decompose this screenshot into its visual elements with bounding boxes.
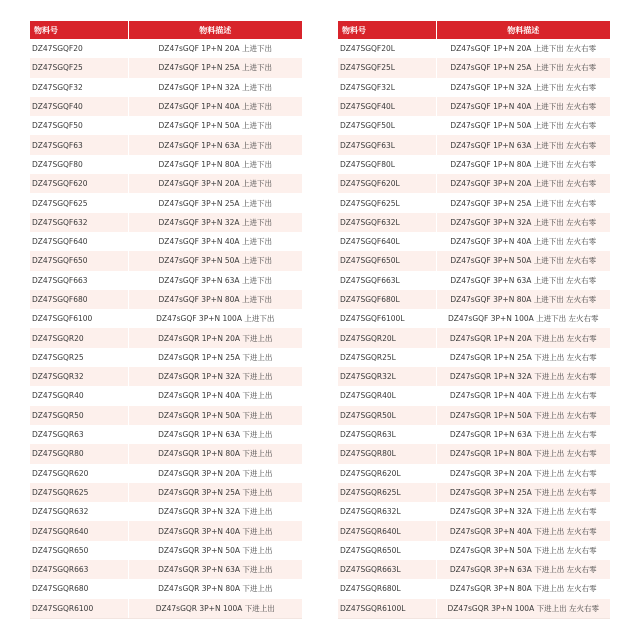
table-row (30, 386, 302, 405)
table-row (338, 174, 610, 193)
material-code-cell: DZ47SGQR32 (30, 367, 128, 386)
table-row (338, 271, 610, 290)
material-desc-cell: DZ47sGQF 3P+N 63A 上进下出 (128, 271, 302, 290)
material-desc-cell: DZ47sGQR 1P+N 20A 下进上出 左火右零 (436, 328, 610, 347)
table-row (338, 464, 610, 483)
table-row (30, 58, 302, 77)
material-code-cell: DZ47SGQF6100L (338, 309, 436, 328)
material-code-cell: DZ47SGQF632L (338, 213, 436, 232)
table-row (30, 213, 302, 232)
material-code-cell: DZ47SGQR650L (338, 541, 436, 560)
table-row (30, 464, 302, 483)
table-row (338, 367, 610, 386)
material-code-cell: DZ47SGQF50L (338, 116, 436, 135)
table-row (338, 502, 610, 521)
table-row (338, 521, 610, 540)
material-code-cell: DZ47SGQF63 (30, 135, 128, 154)
material-code-cell: DZ47SGQR6100 (30, 599, 128, 619)
material-desc-cell: DZ47sGQR 1P+N 80A 下进上出 (128, 444, 302, 463)
material-code-cell: DZ47SGQR6100L (338, 599, 436, 619)
table-row (338, 328, 610, 347)
material-desc-cell: DZ47sGQR 1P+N 40A 下进上出 左火右零 (436, 386, 610, 405)
material-code-cell: DZ47SGQF640 (30, 232, 128, 251)
table-row (30, 78, 302, 97)
material-desc-cell: DZ47sGQF 3P+N 100A 上进下出 左火右零 (436, 309, 610, 328)
table-right-header (338, 21, 610, 39)
table-right-body (338, 39, 610, 618)
table-row (30, 348, 302, 367)
material-code-cell: DZ47SGQR40L (338, 386, 436, 405)
table-row (338, 155, 610, 174)
material-desc-cell: DZ47sGQR 3P+N 32A 下进上出 左火右零 (436, 502, 610, 521)
material-code-cell: DZ47SGQF620 (30, 174, 128, 193)
material-desc-cell: DZ47sGQR 3P+N 63A 下进上出 (128, 560, 302, 579)
table-row (30, 425, 302, 444)
material-code-cell: DZ47SGQR32L (338, 367, 436, 386)
table-row (338, 560, 610, 579)
material-desc-cell: DZ47sGQF 1P+N 32A 上进下出 左火右零 (436, 78, 610, 97)
material-code-cell: DZ47SGQR663 (30, 560, 128, 579)
material-code-cell: DZ47SGQR80L (338, 444, 436, 463)
table-row (30, 444, 302, 463)
material-code-cell: DZ47SGQF650L (338, 251, 436, 270)
material-code-cell: DZ47SGQR20 (30, 328, 128, 347)
material-desc-cell: DZ47sGQR 1P+N 32A 下进上出 左火右零 (436, 367, 610, 386)
material-desc-cell: DZ47sGQR 1P+N 25A 下进上出 (128, 348, 302, 367)
table-row (338, 193, 610, 212)
material-code-cell: DZ47SGQR80 (30, 444, 128, 463)
material-code-cell: DZ47SGQF625 (30, 193, 128, 212)
table-row (30, 271, 302, 290)
table-row (30, 193, 302, 212)
material-desc-cell: DZ47sGQR 1P+N 25A 下进上出 左火右零 (436, 348, 610, 367)
material-code-cell: DZ47SGQR40 (30, 386, 128, 405)
material-code-cell: DZ47SGQR632L (338, 502, 436, 521)
material-code-cell: DZ47SGQR20L (338, 328, 436, 347)
table-row (30, 328, 302, 347)
material-code-cell: DZ47SGQR680 (30, 579, 128, 598)
header-desc: 物料描述 (128, 21, 302, 39)
table-row (30, 309, 302, 328)
material-desc-cell: DZ47sGQF 3P+N 32A 上进下出 左火右零 (436, 213, 610, 232)
material-desc-cell: DZ47sGQF 3P+N 40A 上进下出 左火右零 (436, 232, 610, 251)
material-code-cell: DZ47SGQR640L (338, 521, 436, 540)
material-desc-cell: DZ47sGQF 3P+N 20A 上进下出 左火右零 (436, 174, 610, 193)
table-left-body (30, 39, 302, 618)
table-row (30, 251, 302, 270)
material-code-cell: DZ47SGQR63L (338, 425, 436, 444)
material-desc-cell: DZ47sGQF 1P+N 80A 上进下出 左火右零 (436, 155, 610, 174)
material-desc-cell: DZ47sGQF 3P+N 50A 上进下出 (128, 251, 302, 270)
header-code: 物料号 (30, 21, 128, 39)
material-desc-cell: DZ47sGQR 3P+N 40A 下进上出 (128, 521, 302, 540)
table-right (338, 21, 610, 619)
material-desc-cell: DZ47sGQR 1P+N 80A 下进上出 左火右零 (436, 444, 610, 463)
table-row (338, 406, 610, 425)
material-code-cell: DZ47SGQR625 (30, 483, 128, 502)
material-desc-cell: DZ47sGQF 1P+N 32A 上进下出 (128, 78, 302, 97)
material-desc-cell: DZ47sGQR 3P+N 63A 下进上出 左火右零 (436, 560, 610, 579)
table-row (30, 39, 302, 58)
material-code-cell: DZ47SGQR25 (30, 348, 128, 367)
material-desc-cell: DZ47sGQF 1P+N 63A 上进下出 左火右零 (436, 135, 610, 154)
material-desc-cell: DZ47sGQR 1P+N 50A 下进上出 左火右零 (436, 406, 610, 425)
table-row (30, 406, 302, 425)
material-desc-cell: DZ47sGQR 3P+N 80A 下进上出 (128, 579, 302, 598)
material-desc-cell: DZ47sGQR 1P+N 40A 下进上出 (128, 386, 302, 405)
table-row (338, 444, 610, 463)
table-row (338, 213, 610, 232)
table-row (338, 58, 610, 77)
material-desc-cell: DZ47sGQF 3P+N 25A 上进下出 (128, 193, 302, 212)
material-desc-cell: DZ47sGQR 3P+N 100A 下进上出 (128, 599, 302, 619)
material-code-cell: DZ47SGQR663L (338, 560, 436, 579)
material-code-cell: DZ47SGQF640L (338, 232, 436, 251)
material-desc-cell: DZ47sGQF 1P+N 40A 上进下出 左火右零 (436, 97, 610, 116)
material-desc-cell: DZ47sGQR 3P+N 50A 下进上出 (128, 541, 302, 560)
material-desc-cell: DZ47sGQR 1P+N 63A 下进上出 (128, 425, 302, 444)
material-code-cell: DZ47SGQR650 (30, 541, 128, 560)
material-desc-cell: DZ47sGQF 3P+N 80A 上进下出 (128, 290, 302, 309)
table-row (338, 97, 610, 116)
material-code-cell: DZ47SGQF63L (338, 135, 436, 154)
material-code-cell: DZ47SGQF80 (30, 155, 128, 174)
table-row (30, 502, 302, 521)
table-row (338, 135, 610, 154)
table-row (338, 309, 610, 328)
material-desc-cell: DZ47sGQF 3P+N 40A 上进下出 (128, 232, 302, 251)
table-row (30, 483, 302, 502)
material-code-cell: DZ47SGQR620L (338, 464, 436, 483)
material-desc-cell: DZ47sGQR 3P+N 20A 下进上出 左火右零 (436, 464, 610, 483)
material-desc-cell: DZ47sGQR 3P+N 25A 下进上出 左火右零 (436, 483, 610, 502)
table-row (338, 290, 610, 309)
material-code-cell: DZ47SGQR632 (30, 502, 128, 521)
material-code-cell: DZ47SGQF680L (338, 290, 436, 309)
table-row (338, 232, 610, 251)
material-desc-cell: DZ47sGQF 1P+N 25A 上进下出 (128, 58, 302, 77)
material-code-cell: DZ47SGQR640 (30, 521, 128, 540)
table-row (338, 541, 610, 560)
table-row (338, 579, 610, 598)
material-desc-cell: DZ47sGQF 3P+N 80A 上进下出 左火右零 (436, 290, 610, 309)
table-left-header (30, 21, 302, 39)
table-row (338, 483, 610, 502)
table-row (30, 174, 302, 193)
material-desc-cell: DZ47sGQF 3P+N 63A 上进下出 左火右零 (436, 271, 610, 290)
table-row (30, 560, 302, 579)
material-desc-cell: DZ47sGQR 1P+N 63A 下进上出 左火右零 (436, 425, 610, 444)
table-row (30, 232, 302, 251)
material-code-cell: DZ47SGQF40L (338, 97, 436, 116)
header-desc: 物料描述 (436, 21, 610, 39)
material-desc-cell: DZ47sGQR 3P+N 100A 下进上出 左火右零 (436, 599, 610, 619)
table-row (338, 386, 610, 405)
table-row (338, 348, 610, 367)
material-code-cell: DZ47SGQR50 (30, 406, 128, 425)
material-desc-cell: DZ47sGQF 3P+N 25A 上进下出 左火右零 (436, 193, 610, 212)
material-code-cell: DZ47SGQF32L (338, 78, 436, 97)
material-desc-cell: DZ47sGQF 3P+N 20A 上进下出 (128, 174, 302, 193)
material-desc-cell: DZ47sGQR 1P+N 32A 下进上出 (128, 367, 302, 386)
material-desc-cell: DZ47sGQF 1P+N 40A 上进下出 (128, 97, 302, 116)
material-desc-cell: DZ47sGQF 3P+N 100A 上进下出 (128, 309, 302, 328)
material-code-cell: DZ47SGQR625L (338, 483, 436, 502)
material-code-cell: DZ47SGQF6100 (30, 309, 128, 328)
table-left (30, 21, 302, 619)
material-code-cell: DZ47SGQF632 (30, 213, 128, 232)
material-code-cell: DZ47SGQF50 (30, 116, 128, 135)
table-row (338, 78, 610, 97)
material-code-cell: DZ47SGQR620 (30, 464, 128, 483)
material-code-cell: DZ47SGQR50L (338, 406, 436, 425)
material-code-cell: DZ47SGQF25 (30, 58, 128, 77)
table-row (30, 290, 302, 309)
material-code-cell: DZ47SGQR25L (338, 348, 436, 367)
material-desc-cell: DZ47sGQF 3P+N 50A 上进下出 左火右零 (436, 251, 610, 270)
material-code-cell: DZ47SGQF20L (338, 39, 436, 58)
table-row (338, 425, 610, 444)
material-desc-cell: DZ47sGQR 3P+N 20A 下进上出 (128, 464, 302, 483)
material-code-cell: DZ47SGQR680L (338, 579, 436, 598)
material-desc-cell: DZ47sGQR 3P+N 80A 下进上出 左火右零 (436, 579, 610, 598)
table-row (30, 541, 302, 560)
material-code-cell: DZ47SGQF20 (30, 39, 128, 58)
table-row (30, 97, 302, 116)
table-row (338, 251, 610, 270)
material-code-cell: DZ47SGQR63 (30, 425, 128, 444)
material-desc-cell: DZ47sGQF 1P+N 50A 上进下出 左火右零 (436, 116, 610, 135)
material-code-cell: DZ47SGQF620L (338, 174, 436, 193)
material-desc-cell: DZ47sGQR 3P+N 50A 下进上出 左火右零 (436, 541, 610, 560)
material-code-cell: DZ47SGQF625L (338, 193, 436, 212)
table-row (30, 599, 302, 619)
material-desc-cell: DZ47sGQF 1P+N 25A 上进下出 左火右零 (436, 58, 610, 77)
material-code-cell: DZ47SGQF663L (338, 271, 436, 290)
table-row (30, 155, 302, 174)
material-desc-cell: DZ47sGQF 3P+N 32A 上进下出 (128, 213, 302, 232)
material-desc-cell: DZ47sGQR 3P+N 25A 下进上出 (128, 483, 302, 502)
material-code-cell: DZ47SGQF680 (30, 290, 128, 309)
material-code-cell: DZ47SGQF80L (338, 155, 436, 174)
material-desc-cell: DZ47sGQR 3P+N 40A 下进上出 左火右零 (436, 521, 610, 540)
material-desc-cell: DZ47sGQF 1P+N 50A 上进下出 (128, 116, 302, 135)
material-code-cell: DZ47SGQF32 (30, 78, 128, 97)
material-desc-cell: DZ47sGQF 1P+N 63A 上进下出 (128, 135, 302, 154)
material-desc-cell: DZ47sGQF 1P+N 80A 上进下出 (128, 155, 302, 174)
table-row (338, 116, 610, 135)
header-code: 物料号 (338, 21, 436, 39)
material-code-cell: DZ47SGQF40 (30, 97, 128, 116)
table-row (30, 367, 302, 386)
material-code-cell: DZ47SGQF25L (338, 58, 436, 77)
material-desc-cell: DZ47sGQF 1P+N 20A 上进下出 (128, 39, 302, 58)
material-desc-cell: DZ47sGQR 1P+N 50A 下进上出 (128, 406, 302, 425)
material-code-cell: DZ47SGQF663 (30, 271, 128, 290)
material-desc-cell: DZ47sGQR 1P+N 20A 下进上出 (128, 328, 302, 347)
table-row (30, 116, 302, 135)
table-row (30, 579, 302, 598)
material-desc-cell: DZ47sGQF 1P+N 20A 上进下出 左火右零 (436, 39, 610, 58)
material-desc-cell: DZ47sGQR 3P+N 32A 下进上出 (128, 502, 302, 521)
table-row (30, 135, 302, 154)
table-row (338, 599, 610, 619)
table-row (30, 521, 302, 540)
table-row (338, 39, 610, 58)
material-code-cell: DZ47SGQF650 (30, 251, 128, 270)
